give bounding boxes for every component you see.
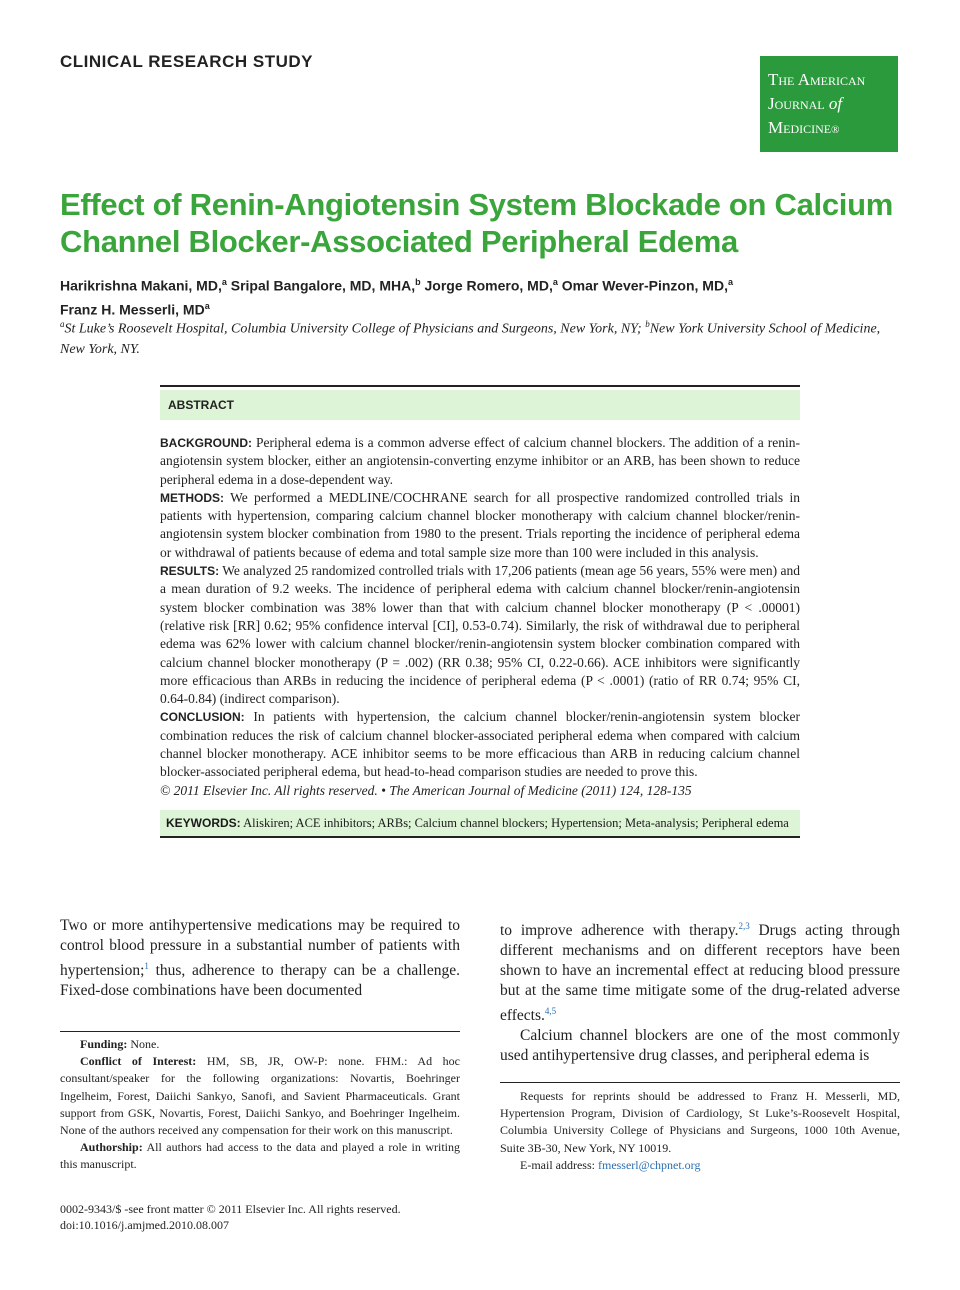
copyright-line: © 2011 Elsevier Inc. All rights reserved. • The American Journal of Medicine (2011) 124, 128-135 [160, 782, 692, 798]
affiliation-b: New York University School of Medicine, New York, NY. [60, 321, 881, 357]
body-text: thus, adherence to therapy can be a challenge. Fixed-dose combinations have been documented [60, 962, 460, 1000]
affiliation-a: St Luke’s Roosevelt Hospital, Columbia University College of Physicians and Surgeons, New York, NY; [64, 321, 646, 337]
background-text: Peripheral edema is a common adverse effect of calcium channel blockers. The addition of a renin-angiotensin system blocker, either an angiotensin-converting enzyme inhibitor or an ARB, has been shown to reduce peripheral edema in a dose-dependent way. [160, 435, 800, 487]
conflict-label: Conflict of Interest: [80, 1054, 197, 1069]
reference-link[interactable]: 4,5 [544, 1006, 557, 1017]
footnote-divider [500, 1082, 900, 1083]
body-paragraph: Calcium channel blockers are one of the most commonly used antihypertensive drug classes, and peripheral edema is [500, 1027, 900, 1065]
article-title: Effect of Renin-Angiotensin System Blockade on Calcium Channel Blocker-Associated Peripheral Edema [60, 187, 893, 259]
body-text: Two or more antihypertensive medications may be required to control blood pressure in a substantial number of patients with hypertension; [60, 917, 460, 980]
logo-line-2a: Journal [768, 94, 829, 113]
conclusion-text: In patients with hypertension, the calcium channel blocker/renin-angiotensin system blocker combination reduces the risk of calcium channel blocker-associated peripheral edema when compared with calcium channel blocker monotherapy. ACE inhibitor seems to be more efficacious than ARB in reducing calcium channel blocker-associated peripheral edema, but head-to-head comparison studies are needed to prove this. [160, 709, 801, 780]
keywords-box [160, 810, 800, 838]
abstract-conclusion [160, 708, 800, 781]
logo-line-1: The American [768, 70, 866, 89]
author-2: Sripal Bangalore, MD, MHA, [230, 277, 416, 294]
email-line [500, 1157, 900, 1174]
correspondence-note [500, 1088, 900, 1174]
correspondence-text: Requests for reprints should be addressed to Franz H. Messerli, MD, Hypertension Program, Division of Cardiology, St Luke’s-Roosevelt Hospital, Columbia University College of Physicians and Surgeons, 1000 10th Avenue, Suite 3B-30, New York, NY 10019. [500, 1089, 900, 1155]
author-5: Franz H. Messerli, MD [60, 301, 205, 318]
conflict-note [60, 1053, 460, 1139]
author-1-aff: a [221, 277, 227, 287]
abstract-heading: ABSTRACT [160, 390, 800, 420]
authorship-label: Authorship: [80, 1140, 143, 1155]
footnote-divider [60, 1031, 460, 1032]
author-list [60, 272, 910, 319]
reference-link[interactable]: 1 [144, 961, 149, 971]
author-5-aff: a [204, 300, 210, 311]
funding-label: Funding: [80, 1037, 128, 1051]
author-4-aff: a [727, 277, 733, 287]
body-column-left [60, 916, 460, 1001]
abstract-box [160, 385, 800, 838]
affiliation-a-mark: a [60, 319, 65, 329]
logo-line-3: Medicine [768, 118, 832, 137]
conclusion-label: CONCLUSION: [160, 710, 245, 725]
funding-text: None. [127, 1037, 160, 1051]
reference-link[interactable]: 2,3 [738, 921, 750, 931]
methods-text: We performed a MEDLINE/COCHRANE search for all prospective randomized controlled trials in patients with hypertension, comparing calcium channel blocker monotherapy with calcium channel blocker/renin-angiotensin system blocker combination from 1980 to the present. Trials reporting the incidence of peripheral edema or withdrawal of patients because of edema and total sample size more than 100 were included in this analysis. [160, 489, 800, 560]
results-text: We analyzed 25 randomized controlled trials with 17,206 patients (mean age 56 years, 55% were men) and a mean duration of 9.2 weeks. The incidence of peripheral edema with calcium channel blocker/renin-angiotensin system blocker combination was 38% lower than that with calcium channel blocker monotherapy (P < .00001) (relative risk [RR] 0.62; 95% confidence interval [CI], 0.53-0.74). Similarly, the risk of withdrawal due to peripheral edema was 62% lower with calcium channel blocker/renin-angiotensin system blocker combination compared with calcium channel blocker monotherapy (P = .002) (RR 0.38; 95% CI, 0.22-0.66). ACE inhibitors were significantly more efficacious than ARBs in reducing the incidence of peripheral edema (P < .0001) (ratio of RR 0.74; 95% CI, 0.64-0.84) (indirect comparison). [160, 563, 800, 707]
body-column-right [500, 916, 900, 1066]
background-label: BACKGROUND: [160, 436, 252, 450]
abstract-results [160, 562, 800, 708]
affiliations [60, 314, 900, 360]
authorship-text: All authors had access to the data and played a role in writing this manuscript. [60, 1140, 460, 1172]
body-text: Drugs acting through different mechanisms and on different receptors have been shown to have an incremental effect at reducing blood pressure but at the same time mitigate some of the drug-related adverse effects. [500, 922, 900, 1025]
abstract-methods [160, 489, 800, 562]
footer [60, 1201, 480, 1233]
author-4: Omar Wever-Pinzon, MD, [561, 277, 728, 294]
author-1: Harikrishna Makani, MD, [60, 277, 222, 294]
body-text: to improve adherence with therapy. [500, 922, 739, 940]
keywords-text: Aliskiren; ACE inhibitors; ARBs; Calcium channel blockers; Hypertension; Meta-analysis; Peripheral edema [243, 815, 789, 830]
results-label: RESULTS: [160, 564, 220, 579]
email-label: E-mail address: [520, 1157, 598, 1172]
funding-note [60, 1036, 460, 1053]
methods-label: METHODS: [160, 490, 224, 505]
email-link[interactable]: fmesserl@chpnet.org [597, 1157, 701, 1172]
logo-line-2b: of [828, 94, 843, 113]
issn-line: 0002-9343/$ -see front matter © 2011 Elsevier Inc. All rights reserved. [60, 1202, 401, 1216]
footnotes [60, 1036, 460, 1174]
keywords-label: KEYWORDS: [166, 815, 241, 830]
author-3-aff: a [552, 277, 558, 287]
abstract-body [160, 434, 800, 800]
doi-line[interactable]: doi:10.1016/j.amjmed.2010.08.007 [60, 1218, 229, 1232]
affiliation-b-mark: b [645, 319, 650, 329]
body-paragraph [60, 916, 460, 1001]
journal-logo [760, 56, 898, 152]
conflict-text: HM, SB, JR, OW-P: none. FHM.: Ad hoc consultant/speaker for the following organizations: Novartis, Boehringer Ingelheim, Forest, Daiichi Sankyo, Sanofi, and Savient Pharmaceuticals. Grant support from GSK, Novartis, Forest, Daiichi Sankyo, and Boehringer Ingelheim. None of the authors received any compensation for their work on this manuscript. [60, 1054, 460, 1138]
authorship-note [60, 1139, 460, 1173]
logo-registered-mark: ® [831, 124, 840, 136]
section-label: CLINICAL RESEARCH STUDY [60, 52, 313, 71]
author-3: Jorge Romero, MD, [424, 277, 553, 294]
abstract-background [160, 434, 800, 489]
author-2-aff: b [415, 277, 421, 287]
body-paragraph [500, 916, 900, 1026]
